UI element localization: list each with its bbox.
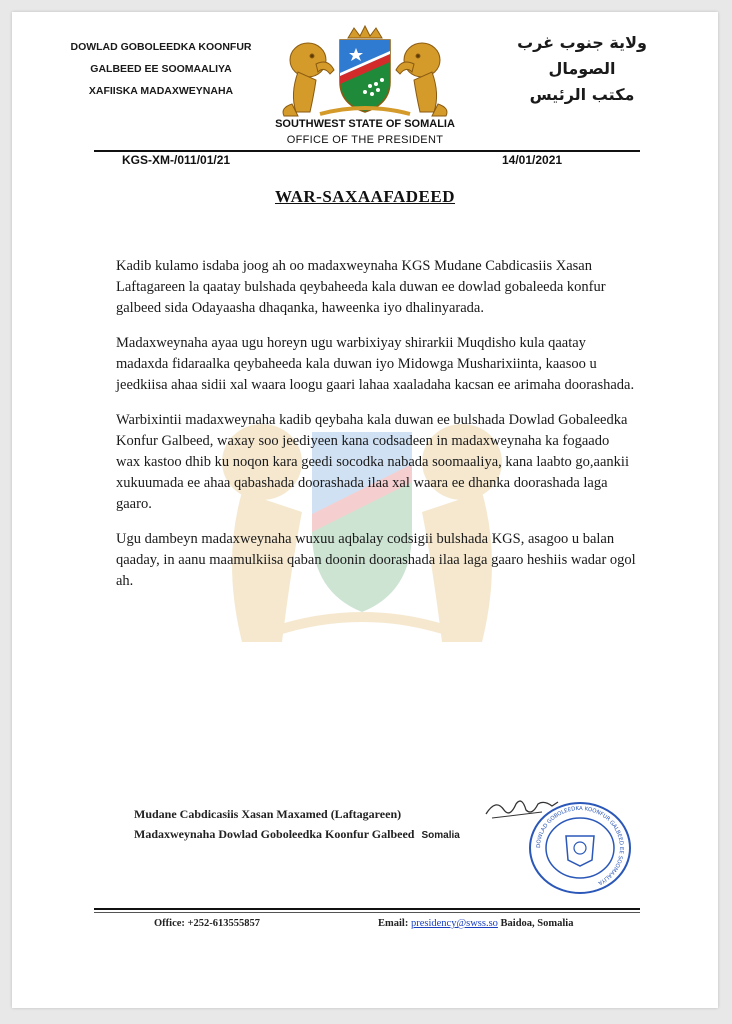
header-left-line-2: GALBEED EE SOOMAALIYA [90, 63, 232, 75]
footer-divider-top [94, 908, 640, 910]
email-link[interactable]: presidency@swss.so [410, 918, 498, 929]
footer-location: Baidoa, Somalia [500, 918, 574, 929]
body-paragraph-2: Madaxweynaha ayaa ugu horeyn ugu warbixiyay shirarkii Muqdisho kula qaatay madaxda fidaraalka qeybaheeda kala duwan iyo Midowga Musharixiinta, kaasoo u jeedkiisa ahaa sidii xal waara loogu gaari lahaa xaaladaha kacsan ee arimaha doorashada. [116, 335, 635, 393]
body-paragraph-1: Kadib kulamo isdaba joog ah oo madaxweynaha KGS Mudane Cabdicasiis Xasan Laftagareen la qaatay bulshada qeybaheeda kala duwan ee dowlad gobaleeda konfur galbeed sida Odayaasha dhaqanka, haweenka iyo dhalinyarada. [116, 258, 606, 316]
header-center-line-1: SOUTHWEST STATE OF SOMALIA [275, 118, 455, 130]
document-body [116, 256, 636, 606]
signatory-country: Somalia [421, 830, 460, 841]
office-label: Office: [154, 918, 185, 929]
signature-block [134, 804, 460, 846]
header-divider [94, 150, 640, 152]
header-left-somali [46, 36, 276, 102]
header-right-arabic [482, 30, 682, 108]
header-left-line-3: XAFIISKA MADAXWEYNAHA [88, 85, 234, 97]
header-center-line-2: OFFICE OF THE PRESIDENT [286, 134, 444, 146]
office-phone: +252-613555857 [187, 918, 261, 929]
header-right-line-2: الصومال [548, 59, 616, 78]
reference-number: KGS-XM-/011/01/21 [122, 153, 231, 167]
document-title: WAR-SAXAAFADEED [274, 187, 456, 206]
header-right-line-3: مكتب الرئيس [529, 85, 635, 104]
document-page [12, 12, 718, 1008]
signatory-name: Mudane Cabdicasiis Xasan Maxamed (Laftagareen) [134, 807, 402, 821]
header-left-line-1: DOWLAD GOBOLEEDKA KOONFUR [70, 41, 252, 53]
header-center-english [192, 116, 538, 148]
official-stamp-icon [526, 800, 634, 896]
footer-divider-bottom [94, 912, 640, 913]
signatory-position: Madaxweynaha Dowlad Goboleedka Koonfur Galbeed [134, 827, 415, 841]
coat-of-arms-icon [270, 24, 460, 119]
stamp-text: DOWLAD GOBOLEEDKA KOONFUR GALBEED EE SOOMAALIYA [535, 805, 625, 886]
email-label: Email: [378, 918, 409, 929]
document-date: 14/01/2021 [502, 153, 563, 167]
footer-office [154, 918, 260, 929]
body-paragraph-4: Ugu dambeyn madaxweynaha wuxuu aqbalay codsigii bulshada KGS, asagoo u balan qaaday, in aanu maamulkiisa qaban doonin doorashada ilaa laga gaaro heshiis wadar ogol ah. [116, 531, 636, 589]
body-paragraph-3: Warbixintii madaxweynaha kadib qeybaha kala duwan ee bulshada Dowlad Gobaleedka Konfur Galbeed, waxay soo jeediyeen kana codsadeen in madaxweynaha ka fogaado wax kastoo dhib ku noqon kara geedi socodka nabada soomaaliya, kana laabto go,aankii xukuumada ee ahaa qabashada doorashada ilaa xal waara ee dhanka doorashada laga gaaro. [116, 412, 629, 512]
header-right-line-1: ولاية جنوب غرب [517, 33, 647, 52]
footer-email [378, 918, 573, 929]
